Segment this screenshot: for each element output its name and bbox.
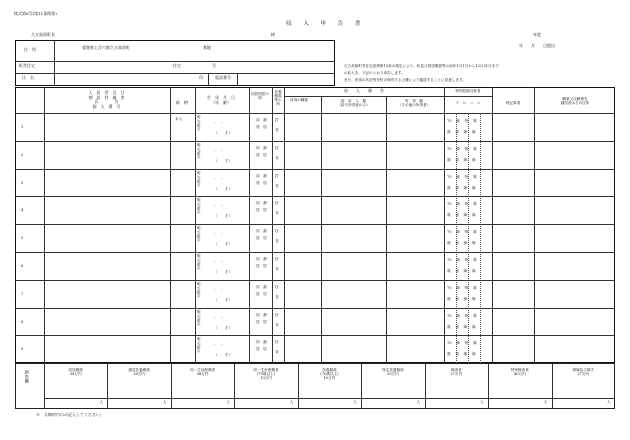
survey-count-unit: 人 <box>289 400 294 404</box>
dependent-opt: 非 <box>275 211 279 216</box>
address-value[interactable]: 愛媛県上浮穴郡久万高原町 <box>82 45 130 50</box>
addressee-suffix: 様 <box>271 32 275 37</box>
cohabit-opts: 同 割 <box>256 201 267 206</box>
cohabit-opts: 同 割 <box>256 173 267 178</box>
deduction-line-1: 70 障 特 寡 <box>447 341 477 346</box>
deduction-line-1: 70 障 特 寡 <box>447 313 477 318</box>
cohabit-opts-2: 居 居 <box>256 264 267 268</box>
age: （ 才） <box>214 297 232 302</box>
dependent-opt: 扶 <box>275 145 279 150</box>
survey-item: 割居扶養親族 38万円 <box>128 368 150 377</box>
row-divider <box>15 224 615 225</box>
dependent-opt: 非 <box>275 350 279 355</box>
cohabit-opts-2: 居 居 <box>256 291 267 296</box>
dependent-opt: 扶 <box>275 118 279 122</box>
table-col-divider <box>321 96 322 363</box>
era-selector[interactable]: 明大昭平 <box>197 115 202 132</box>
era-selector[interactable]: 明大昭平 <box>197 226 202 243</box>
dependent-opt: 非 <box>275 239 279 244</box>
deduction-line-2: 歳 害 障 婦 <box>447 241 476 246</box>
dependent-opt: 扶 <box>275 340 279 345</box>
footer-note: ※ 太線枠内のみ記入してください。 <box>36 412 104 417</box>
deduction-line-2: 歳 害 障 婦 <box>447 157 476 162</box>
deduction-subcol <box>480 113 481 363</box>
age: （ 才） <box>214 325 232 330</box>
row-divider <box>15 141 615 142</box>
header-notes: 特記事項 <box>505 101 521 105</box>
survey-count-unit: 人 <box>353 400 357 404</box>
fiscal-year: 年度 <box>533 32 541 37</box>
row-number: 9 <box>21 347 24 352</box>
survey-count-unit: 人 <box>416 400 421 404</box>
header-income-amount: 所 得 額 （その他の所得者） <box>397 99 431 108</box>
row-divider <box>15 169 615 170</box>
era-selector[interactable]: 明大昭平 <box>197 254 202 271</box>
header-iroha: イ ロ ハ ニ <box>455 101 481 105</box>
era-selector[interactable]: 明大昭平 <box>197 337 202 354</box>
age: （ 才） <box>214 242 232 247</box>
banchi-label: 番地 <box>203 45 211 50</box>
row-divider <box>15 335 615 336</box>
residence-mid: 住宅 <box>173 63 181 68</box>
birth-date: ・ ・ <box>213 343 224 348</box>
age: （ 才） <box>214 214 232 219</box>
era-selector[interactable]: 明大昭平 <box>197 170 202 187</box>
deduction-line-1: 70 障 特 寡 <box>447 174 477 179</box>
header-person: 入 居 者 及 び 割 居 扶 養 者 氏 名 個 人 番 号 <box>88 90 125 109</box>
header-subdivider <box>284 96 444 97</box>
survey-item: 扶養親族 (70歳以上) 10万円 <box>320 368 339 381</box>
cohabit-opts-2: 居 居 <box>256 180 267 185</box>
deduction-line-1: 70 障 特 寡 <box>447 230 477 235</box>
age: （ 才） <box>214 353 232 358</box>
header-income-report: 収 入 報 告 <box>344 88 384 93</box>
birth-date: ・ ・ <box>213 260 224 264</box>
survey-item: 特定扶養親族 25万円 <box>382 368 404 377</box>
age: （ 才） <box>214 158 232 163</box>
deduction-line-2: 歳 害 障 婦 <box>447 213 476 218</box>
deduction-line-2: 歳 害 障 婦 <box>447 324 476 329</box>
residence-num: 号 <box>212 63 216 68</box>
survey-item: 同居親族 38万円 <box>68 368 83 377</box>
dependent-opt: 扶 <box>275 284 279 289</box>
survey-item: 特別障害者 40万円 <box>510 368 529 377</box>
survey-count-unit: 人 <box>607 400 611 404</box>
row-relation: 本人 <box>175 117 183 121</box>
survey-item: 寡婦及び寡夫 27万円 <box>572 368 595 377</box>
dependent-opt: 非 <box>275 294 279 299</box>
cohabit-opts: 同 割 <box>256 340 267 345</box>
era-selector[interactable]: 明大昭平 <box>197 142 202 160</box>
header-total-income: 総 収 入 額 （給与所得者のみ） <box>337 99 370 108</box>
name-label: 氏 名 <box>22 75 34 80</box>
row-number: 8 <box>21 319 24 324</box>
row-number: 1 <box>21 125 24 129</box>
dependent-opt: 非 <box>275 322 279 327</box>
header-bottom <box>15 113 615 114</box>
row-divider <box>15 280 615 281</box>
residence-label: 町営住宅 <box>19 63 35 68</box>
survey-label: 調査欄 <box>24 370 30 384</box>
header-workplace: 職業又は勤務先 割居者はその住所 <box>560 97 590 106</box>
birth-date: ・ ・ <box>213 315 224 320</box>
dependent-opt: 非 <box>275 267 279 271</box>
dependent-opt: 扶 <box>275 201 279 206</box>
cohabit-opts: 同 割 <box>256 257 267 261</box>
row-divider <box>15 252 615 253</box>
era-selector[interactable]: 明大昭平 <box>197 198 202 215</box>
birth-date: ・ ・ <box>213 176 224 181</box>
row-number: 7 <box>21 291 24 296</box>
notice-line-3: また、所得の状況等を町の保有する公簿により確認することに同意します。 <box>344 78 466 82</box>
birth-date: ・ ・ <box>213 287 224 292</box>
survey-count-unit: 人 <box>226 400 230 404</box>
deduction-line-2: 歳 害 障 婦 <box>447 296 476 301</box>
row-number: 6 <box>21 264 24 268</box>
deduction-line-2: 歳 害 障 婦 <box>447 269 476 273</box>
phone-label: 電話番号 <box>215 75 231 80</box>
header-income-type: 所得の種類 <box>290 98 308 102</box>
birth-date: ・ ・ <box>213 232 224 237</box>
birth-date: ・ ・ <box>213 121 224 125</box>
birth-date: ・ ・ <box>213 204 224 209</box>
age: （ 才） <box>214 186 232 191</box>
table-col-divider <box>386 96 387 363</box>
header-relation: 続 柄 <box>176 100 188 105</box>
header-special-deduction: 特別控除対象者 <box>455 89 481 93</box>
cohabit-opts-2: 居 居 <box>256 236 267 241</box>
dependent-opt: 非 <box>275 128 279 132</box>
dependent-opt: 扶 <box>275 173 279 178</box>
address-label: 住 所 <box>24 47 36 52</box>
addressee: 久万高原町長 <box>31 32 55 37</box>
cohabit-opts: 同 割 <box>256 145 267 150</box>
survey-count-unit: 人 <box>480 400 484 404</box>
cohabit-opts: 同 割 <box>256 312 267 317</box>
cohabit-opts-2: 居 居 <box>256 347 267 352</box>
cohabit-opts-2: 居 居 <box>256 319 267 324</box>
row-number: 5 <box>21 236 24 241</box>
header-subdivider <box>444 96 492 97</box>
survey-count-unit: 人 <box>543 400 548 404</box>
dependent-opt: 扶 <box>275 312 279 317</box>
deduction-line-1: 70 障 特 寡 <box>447 202 477 207</box>
deduction-line-1: 70 障 特 寡 <box>447 146 477 151</box>
survey-divider <box>44 398 615 399</box>
form-title: 収 入 申 告 書 <box>286 21 364 27</box>
notice-line-1: 久万高原町営住宅条例第15条の規定により、私及び同居親族等の前年1月1日から12月31日まで <box>344 64 499 68</box>
deduction-line-1: 70 障 特 寡 <box>447 119 477 123</box>
era-selector[interactable]: 明大昭平 <box>197 309 202 326</box>
seal-mark: 印 <box>199 75 203 80</box>
survey-item: 同一生計配偶者 (70歳以上) 10万円 <box>253 368 279 381</box>
row-number: 4 <box>21 208 24 213</box>
survey-count-unit: 人 <box>162 400 167 404</box>
deduction-line-2: 歳 害 障 婦 <box>447 185 476 190</box>
survey-item: 障害者 27万円 <box>450 368 463 377</box>
header-cohabit: 同居別居の別 <box>251 92 269 101</box>
cohabit-opts-2: 居 居 <box>256 125 267 129</box>
cohabit-opts-2: 居 居 <box>256 152 267 157</box>
cohabit-opts: 同 割 <box>256 284 267 289</box>
era-selector[interactable]: 明大昭平 <box>197 281 202 299</box>
cohabit-opts: 同 割 <box>256 118 267 122</box>
row-divider <box>15 196 615 197</box>
form-number: 様式第8号(第11条関係) <box>14 11 57 16</box>
dependent-opt: 扶 <box>275 229 279 234</box>
header-dependent: 扶養親族等の別 <box>274 90 282 107</box>
row-divider <box>15 308 615 309</box>
header-birth: 生 年 月 日 （年 齢） <box>207 95 235 105</box>
deduction-line-1: 70 障 特 寡 <box>447 285 477 290</box>
survey-item: 同一生計配偶者 38万円 <box>190 368 216 377</box>
submit-date: 年 月 日提出 <box>519 43 555 48</box>
birth-date: ・ ・ <box>213 148 224 153</box>
deduction-line-2: 歳 害 障 婦 <box>447 352 476 357</box>
dependent-opt: 非 <box>275 183 279 188</box>
notice-line-2: の収入を、下記のとおり申告します。 <box>344 71 405 75</box>
row-number: 2 <box>21 152 24 157</box>
deduction-line-1: 70 障 特 寡 <box>447 258 477 262</box>
age: （ 才） <box>214 131 232 135</box>
cohabit-opts: 同 割 <box>256 229 267 234</box>
row-number: 3 <box>21 180 24 185</box>
survey-count-unit: 人 <box>99 400 104 404</box>
dependent-opt: 扶 <box>275 257 279 261</box>
deduction-line-2: 歳 害 障 婦 <box>447 130 476 134</box>
age: （ 才） <box>214 270 232 274</box>
dependent-opt: 非 <box>275 155 279 160</box>
cohabit-opts-2: 居 居 <box>256 208 267 213</box>
